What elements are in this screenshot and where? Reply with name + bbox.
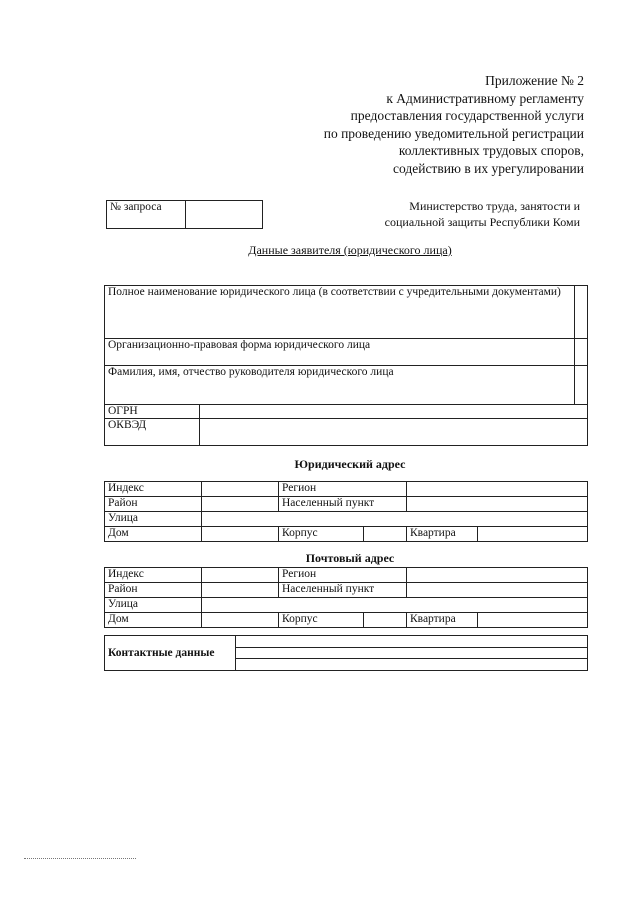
legal-form-label: Организационно-правовая форма юридического лица: [105, 339, 575, 366]
district-label: Район: [105, 583, 202, 598]
street-label: Улица: [105, 512, 202, 527]
appendix-line: Приложение № 2: [485, 73, 584, 88]
settlement-label: Населенный пункт: [279, 583, 407, 598]
settlement-label: Населенный пункт: [279, 497, 407, 512]
table-row: [105, 482, 588, 497]
ogrn-field[interactable]: [200, 405, 588, 419]
legal-form-field[interactable]: [574, 339, 587, 366]
ministry-line: Министерство труда, занятости и: [409, 199, 580, 213]
building-field[interactable]: [364, 613, 407, 628]
table-row: [105, 583, 588, 598]
index-label: Индекс: [105, 482, 202, 497]
district-field[interactable]: [202, 497, 279, 512]
contacts-table: [104, 635, 588, 671]
table-row: [105, 339, 588, 366]
house-field[interactable]: [202, 613, 279, 628]
table-row: [105, 613, 588, 628]
postal-address-title: Почтовый адрес: [305, 551, 395, 565]
settlement-field[interactable]: [407, 497, 588, 512]
table-row: [105, 405, 588, 419]
region-field[interactable]: [407, 568, 588, 583]
settlement-field[interactable]: [407, 583, 588, 598]
contacts-field[interactable]: [236, 636, 588, 648]
table-row: [105, 419, 588, 446]
ministry-recipient: [360, 199, 580, 230]
table-row: [105, 497, 588, 512]
house-field[interactable]: [202, 527, 279, 542]
head-name-label: Фамилия, имя, отчество руководителя юридического лица: [105, 366, 575, 405]
okved-field[interactable]: [200, 419, 588, 446]
building-label: Корпус: [279, 613, 364, 628]
contacts-field[interactable]: [236, 647, 588, 659]
apartment-field[interactable]: [478, 613, 588, 628]
ministry-line: социальной защиты Республики Коми: [384, 214, 580, 229]
legal-address-table: [104, 481, 588, 542]
table-row: [105, 598, 588, 613]
region-label: Регион: [279, 482, 407, 497]
appendix-line: по проведению уведомительной регистрации: [323, 125, 584, 141]
district-label: Район: [105, 497, 202, 512]
street-field[interactable]: [202, 598, 588, 613]
appendix-header: [324, 72, 584, 178]
appendix-line: предоставления государственной услуги: [350, 108, 584, 124]
full-name-label: Полное наименование юридического лица (в соответствии с учредительными документами): [105, 286, 575, 339]
request-number-label: № запроса: [107, 201, 186, 229]
request-number-table: [106, 200, 263, 229]
legal-address-title: Юридический адрес: [294, 457, 406, 471]
appendix-line: к Административному регламенту: [386, 90, 584, 106]
street-label: Улица: [105, 598, 202, 613]
apartment-field[interactable]: [478, 527, 588, 542]
postal-address-table: [104, 567, 588, 628]
table-row: [105, 527, 588, 542]
street-field[interactable]: [202, 512, 588, 527]
house-label: Дом: [105, 613, 202, 628]
contacts-label: Контактные данные: [105, 636, 236, 671]
apartment-label: Квартира: [407, 527, 478, 542]
building-label: Корпус: [279, 527, 364, 542]
index-field[interactable]: [202, 568, 279, 583]
table-row: [105, 286, 588, 339]
request-number-field[interactable]: [186, 201, 263, 229]
head-name-field[interactable]: [574, 366, 587, 405]
footer-divider: [24, 858, 136, 859]
table-row: [105, 366, 588, 405]
table-row: [105, 636, 588, 648]
applicant-table: [104, 285, 588, 446]
house-label: Дом: [105, 527, 202, 542]
apartment-label: Квартира: [407, 613, 478, 628]
appendix-line: содействию в их урегулировании: [393, 160, 584, 176]
region-label: Регион: [279, 568, 407, 583]
ogrn-label: ОГРН: [105, 405, 200, 419]
region-field[interactable]: [407, 482, 588, 497]
contacts-field[interactable]: [236, 659, 588, 671]
table-row: [105, 568, 588, 583]
table-row: [105, 512, 588, 527]
district-field[interactable]: [202, 583, 279, 598]
appendix-line: коллективных трудовых споров,: [398, 143, 584, 159]
applicant-section-title: Данные заявителя (юридического лица): [248, 243, 452, 257]
index-label: Индекс: [105, 568, 202, 583]
index-field[interactable]: [202, 482, 279, 497]
full-name-field[interactable]: [574, 286, 587, 339]
okved-label: ОКВЭД: [105, 419, 200, 446]
building-field[interactable]: [364, 527, 407, 542]
